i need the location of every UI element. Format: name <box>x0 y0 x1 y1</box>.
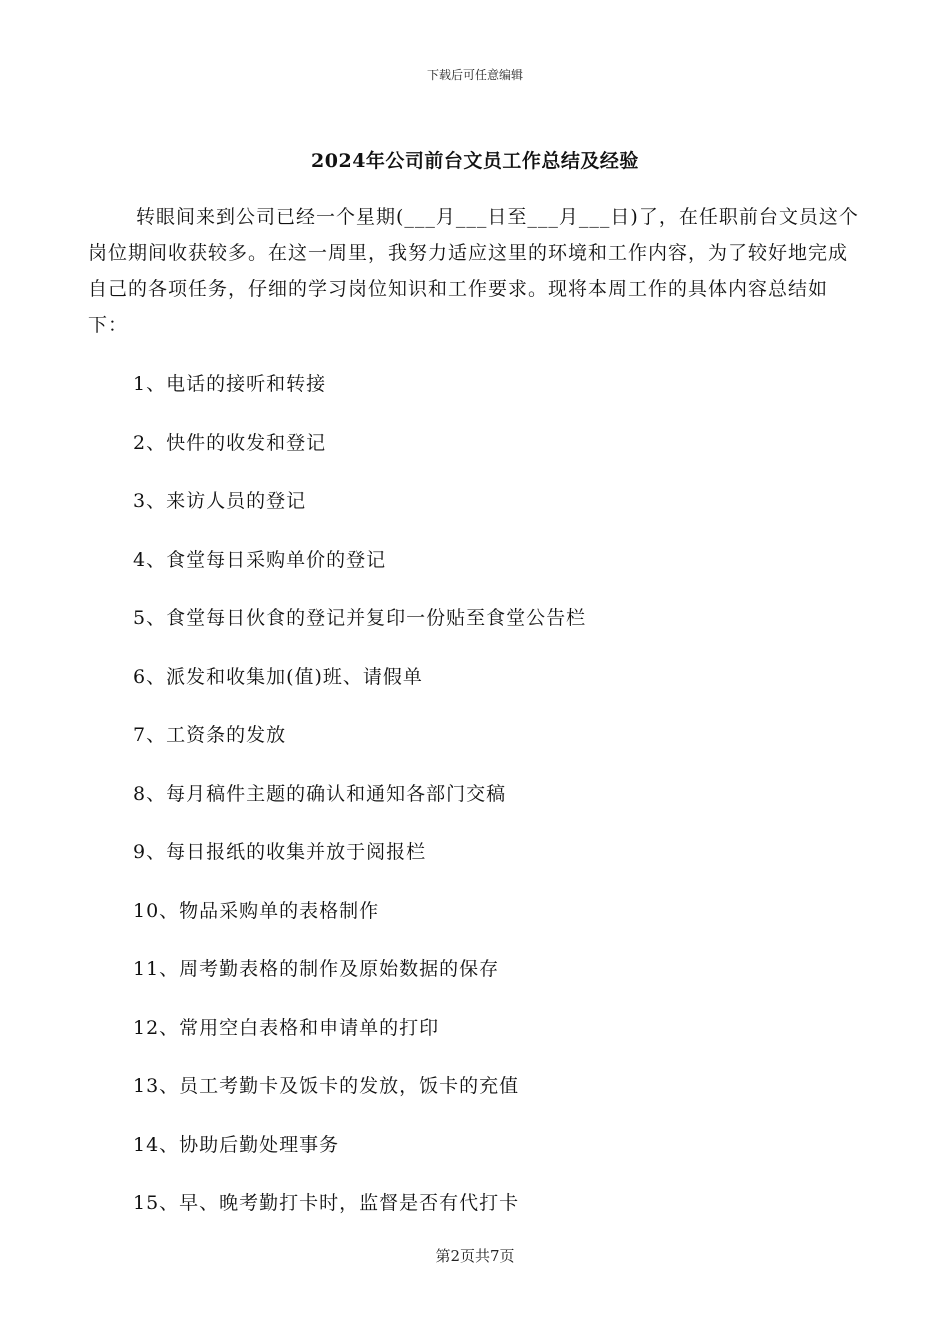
list-item: 14、协助后勤处理事务 <box>133 1133 340 1156</box>
list-item: 1、电话的接听和转接 <box>133 373 327 395</box>
list-item: 3、来访人员的登记 <box>133 490 307 512</box>
list-item: 12、常用空白表格和申请单的打印 <box>133 1016 440 1039</box>
list-item: 5、食堂每日伙食的登记并复印一份贴至食堂公告栏 <box>133 607 587 629</box>
task-list <box>133 364 586 1242</box>
list-item: 7、工资条的发放 <box>133 724 287 746</box>
list-item: 9、每日报纸的收集并放于阅报栏 <box>133 841 427 863</box>
list-item: 4、食堂每日采购单价的登记 <box>133 548 387 571</box>
intro-paragraph: 转眼间来到公司已经一个星期(___月___日至___月___日)了，在任职前台文员这个岗位期间收获较多。在这一周里，我努力适应这里的环境和工作内容，为了较好地完成自己的各项任务，仔细的学习岗位知识和工作要求。现将本周工作的具体内容总结如下： <box>88 206 859 336</box>
list-item: 2、快件的收发和登记 <box>133 431 327 454</box>
list-item: 6、派发和收集加(值)班、请假单 <box>133 665 423 688</box>
document-title: 2024年公司前台文员工作总结及经验 <box>311 150 639 172</box>
list-item: 13、员工考勤卡及饭卡的发放，饭卡的充值 <box>133 1075 520 1097</box>
list-item: 15、早、晚考勤打卡时，监督是否有代打卡 <box>133 1192 520 1214</box>
header-note: 下载后可任意编辑 <box>426 68 523 82</box>
page-number: 第2页共7页 <box>435 1247 515 1265</box>
list-item: 11、周考勤表格的制作及原始数据的保存 <box>133 958 500 980</box>
list-item: 8、每月稿件主题的确认和通知各部门交稿 <box>133 782 507 805</box>
list-item: 10、物品采购单的表格制作 <box>133 899 380 922</box>
